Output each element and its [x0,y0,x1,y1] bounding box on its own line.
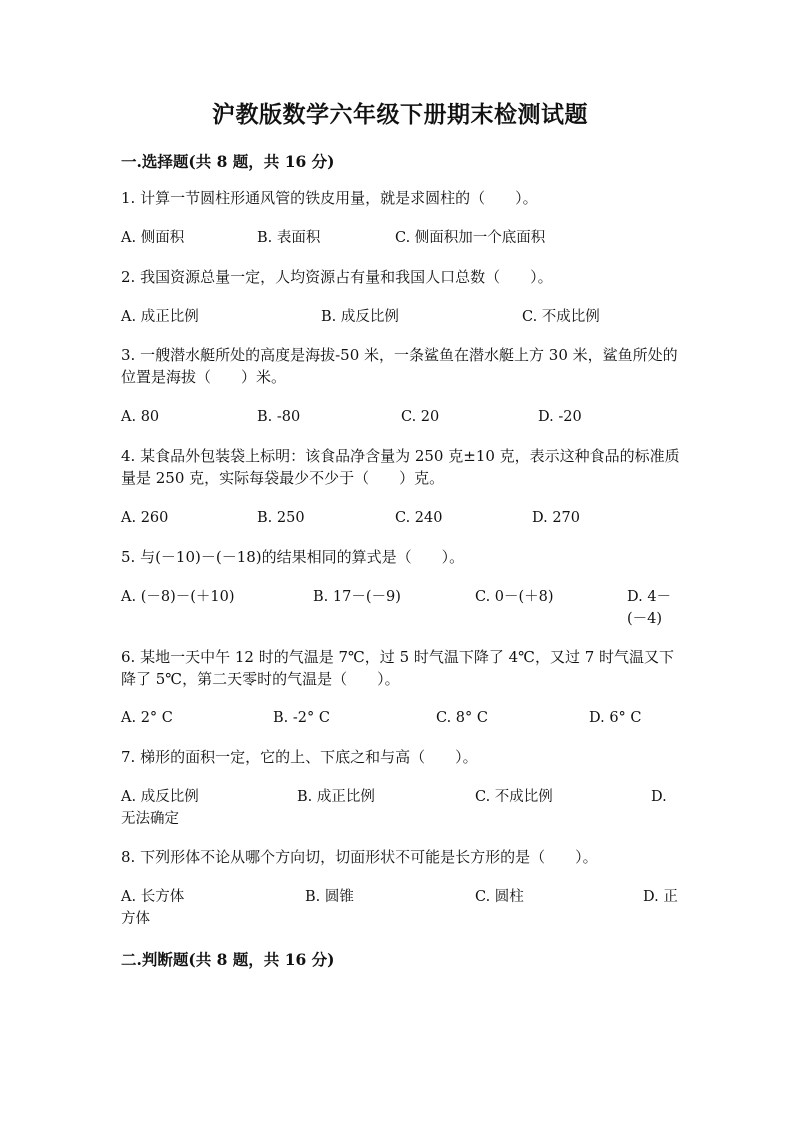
question-8-option-b: B. 圆锥 [305,889,354,905]
question-5-options [121,586,681,630]
question-8-options [121,886,681,930]
question-5-option-c: C. 0－(＋8) [475,589,554,605]
question-6-option-c: C. 8° C [436,710,488,726]
question-6-options [121,707,681,751]
question-4-options [121,507,681,551]
question-4-option-a: A. 260 [121,510,169,526]
question-3-option-a: A. 80 [121,409,160,425]
page-title: 沪教版数学六年级下册期末检测试题 [212,101,588,128]
section-heading-judgement: 二.判断题(共 8 题，共 16 分) [121,950,335,969]
question-6-option-a: A. 2° C [121,710,173,726]
question-4-option-b: B. 250 [257,510,305,526]
question-7-option-a: A. 成反比例 [121,789,199,805]
question-8-text: 8. 下列形体不论从哪个方向切，切面形状不可能是长方形的是（ ）。 [121,848,598,866]
question-8-option-c: C. 圆柱 [475,889,524,905]
question-2-text: 2. 我国资源总量一定，人均资源占有量和我国人口总数（ ）。 [121,268,553,286]
question-3-option-c: C. 20 [401,409,440,425]
question-1-option-a: A. 侧面积 [121,230,185,246]
question-4-text: 4. 某食品外包装袋上标明：该食品净含量为 250 克±10 克，表示这种食品的标准质量是 250 克，实际每袋最少不少于（ ）克。 [121,447,680,487]
question-1-option-b: B. 表面积 [257,230,321,246]
question-4-option-c: C. 240 [395,510,443,526]
question-5-option-a: A. (－8)－(＋10) [121,589,235,605]
question-6-text: 6. 某地一天中午 12 时的气温是 7℃，过 5 时气温下降了 4℃，又过 7 时气温又下降了 5℃，第二天零时的气温是（ ）。 [121,648,675,688]
question-4-option-d: D. 270 [532,510,581,526]
question-3-text: 3. 一艘潜水艇所处的高度是海拔-50 米，一条鲨鱼在潜水艇上方 30 米，鲨鱼所处的位置是海拔（ ）米。 [121,346,678,386]
question-7-option-c: C. 不成比例 [475,789,553,805]
question-2-option-a: A. 成正比例 [121,309,199,325]
question-8-option-d: D. 正方体 [121,889,678,927]
question-3-option-b: B. -80 [257,409,301,425]
question-3-options [121,406,681,450]
question-8-option-a: A. 长方体 [121,889,185,905]
question-7-options [121,786,681,830]
question-7-option-b: B. 成正比例 [297,789,375,805]
question-1-options [121,227,681,271]
question-7-text: 7. 梯形的面积一定，它的上、下底之和与高（ ）。 [121,748,478,766]
question-1-option-c: C. 侧面积加一个底面积 [395,230,546,246]
question-7-option-d: D. 无法确定 [121,789,667,827]
question-2-option-c: C. 不成比例 [522,309,600,325]
question-3-option-d: D. -20 [538,409,582,425]
question-5-option-b: B. 17－(－9) [313,589,401,605]
question-5-option-d: D. 4－(－4) [627,589,672,627]
question-1-text: 1. 计算一节圆柱形通风管的铁皮用量，就是求圆柱的（ ）。 [121,189,538,207]
section-heading-choice: 一.选择题(共 8 题，共 16 分) [121,152,335,171]
question-2-option-b: B. 成反比例 [321,309,399,325]
question-6-option-d: D. 6° C [589,710,642,726]
question-5-text: 5. 与(－10)－(－18)的结果相同的算式是（ ）。 [121,548,465,566]
question-6-option-b: B. -2° C [273,710,330,726]
